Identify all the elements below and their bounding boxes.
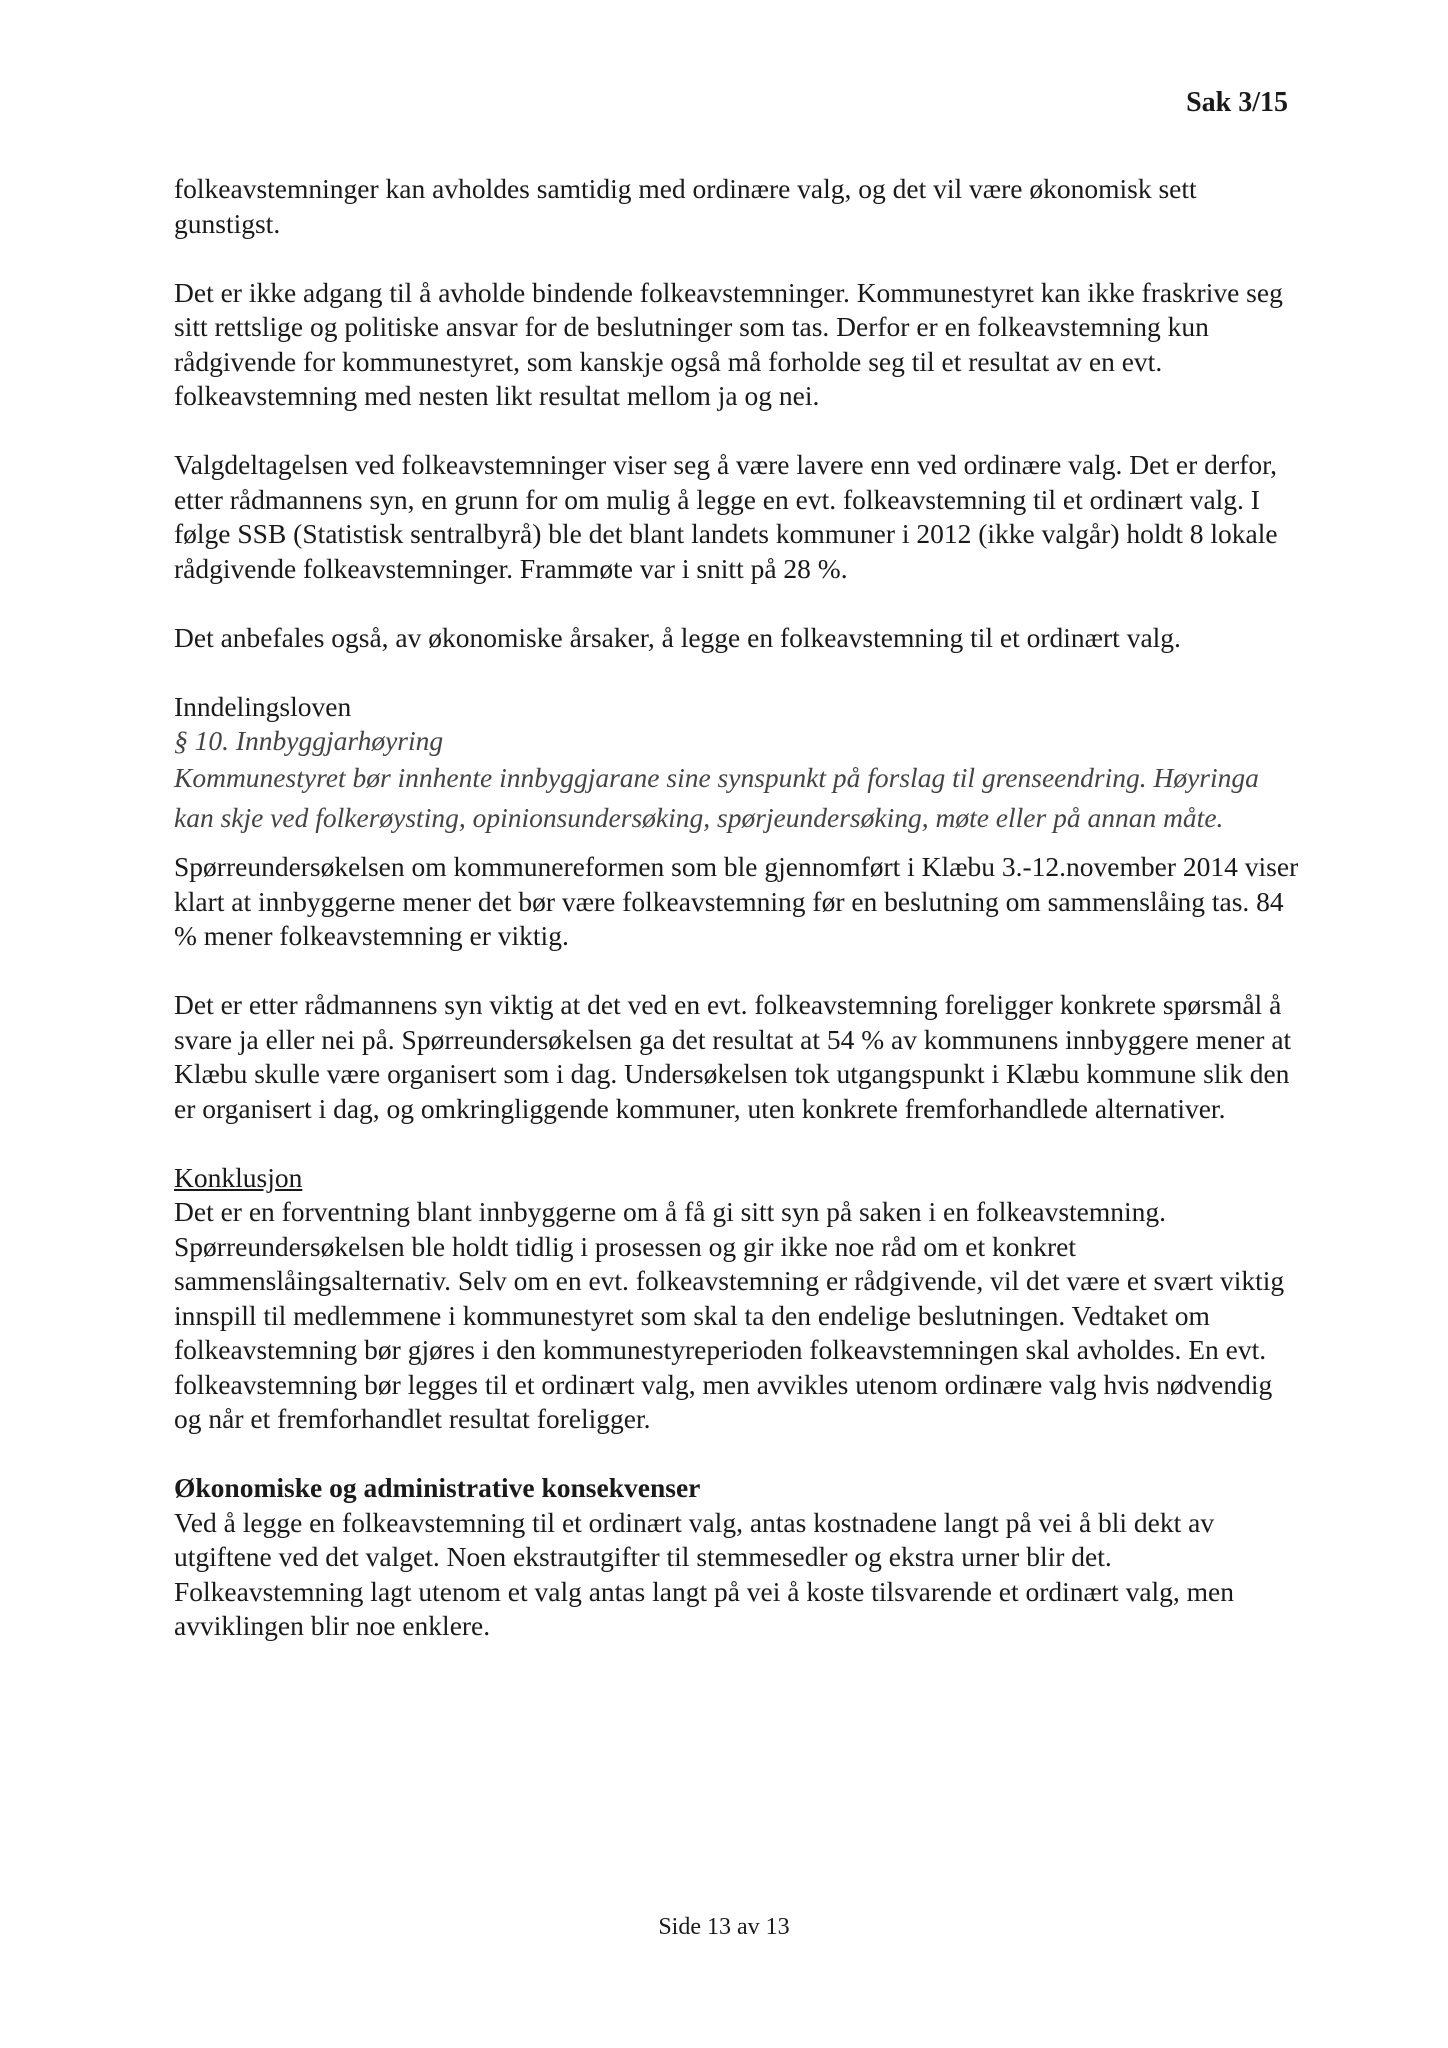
law-text: Kommunestyret bør innhente innbyggjarane sine synspunkt på forslag til grenseendring. Høyringa kan skje ved folkerøysting, opinionsundersøking, spørjeundersøking, møte eller på annan måte. — [174, 762, 1259, 833]
conclusion-text: Det er en forventning blant innbyggerne om å få gi sitt syn på saken i en folkeavstemning. Spørreundersøkelsen ble holdt tidlig i prosessen og gir ikke noe råd om et konkret sammenslåingsalternativ. Selv om en evt. folkeavstemning er rådgivende, vil det være et svært viktig innspill til medlemmene i kommunestyret som skal ta den endelige beslutningen. Vedtaket om folkeavstemning bør gjøres i den kommunestyreperioden folkeavstemningen skal avholdes. En evt. folkeavstemning bør legges til et ordinært valg, men avvikles utenom ordinære valg hvis nødvendig og når et fremforhandlet resultat foreligger. — [174, 1196, 1285, 1434]
paragraph-binding-referendum: Det er ikke adgang til å avholde bindende folkeavstemninger. Kommunestyret kan ikke fraskrive seg sitt rettslige og politiske ansvar for de beslutninger som tas. Derfor er en folkeavstemning kun rådgivende for kommunestyret, som kanskje også må forholde seg til et resultat av en evt. folkeavstemning med nesten likt resultat mellom ja og nei. — [174, 276, 1283, 411]
case-reference: Sak 3/15 — [1186, 87, 1288, 118]
economic-text: Ved å legge en folkeavstemning til et ordinært valg, antas kostnadene langt på vei å bli dekt av utgiftene ved det valget. Noen ekstrautgifter til stemmesedler og ekstra urner blir det. Folkeavstemning lagt utenom et valg antas langt på vei å koste tilsvarende et ordinært valg, men avviklingen blir noe enklere. — [174, 1506, 1235, 1641]
law-section: § 10. Innbyggjarhøyring — [174, 725, 444, 756]
paragraph-intro-continued: folkeavstemninger kan avholdes samtidig med ordinære valg, og det vil være økonomisk sett gunstigst. — [174, 173, 1197, 239]
law-title: Inndelingsloven — [174, 690, 352, 722]
paragraph-turnout: Valgdeltagelsen ved folkeavstemninger viser seg å være lavere enn ved ordinære valg. Det er derfor, etter rådmannens syn, en grunn for om mulig å legge en evt. folkeavstemning til et ordinært valg. I følge SSB (Statistisk sentralbyrå) ble det blant landets kommuner i 2012 (ikke valgår) holdt 8 lokale rådgivende folkeavstemninger. Frammøte var i snitt på 28 %. — [174, 449, 1278, 584]
law-quote — [174, 724, 1304, 838]
page-number: Side 13 av 13 — [658, 1914, 790, 1940]
paragraph-survey: Spørreundersøkelsen om kommunereformen som ble gjennomført i Klæbu 3.-12.november 2014 viser klart at innbyggerne mener det bør være folkeavstemning før en beslutning om sammenslåing tas. 84 % mener folkeavstemning er viktig. — [174, 851, 1299, 951]
conclusion-heading: Konklusjon — [174, 1161, 303, 1193]
paragraph-recommendation: Det anbefales også, av økonomiske årsaker, å legge en folkeavstemning til et ordinært valg. — [174, 621, 1181, 653]
paragraph-concrete-questions: Det er etter rådmannens syn viktig at det ved en evt. folkeavstemning foreligger konkrete spørsmål å svare ja eller nei på. Spørreundersøkelsen ga det resultat at 54 % av kommunens innbyggere mener at Klæbu skulle være organisert som i dag. Undersøkelsen tok utgangspunkt i Klæbu kommune slik den er organisert i dag, og omkringliggende kommuner, uten konkrete fremforhandlede alternativer. — [174, 989, 1292, 1124]
document-body — [174, 172, 1304, 1644]
economic-heading: Økonomiske og administrative konsekvenser — [174, 1472, 701, 1503]
